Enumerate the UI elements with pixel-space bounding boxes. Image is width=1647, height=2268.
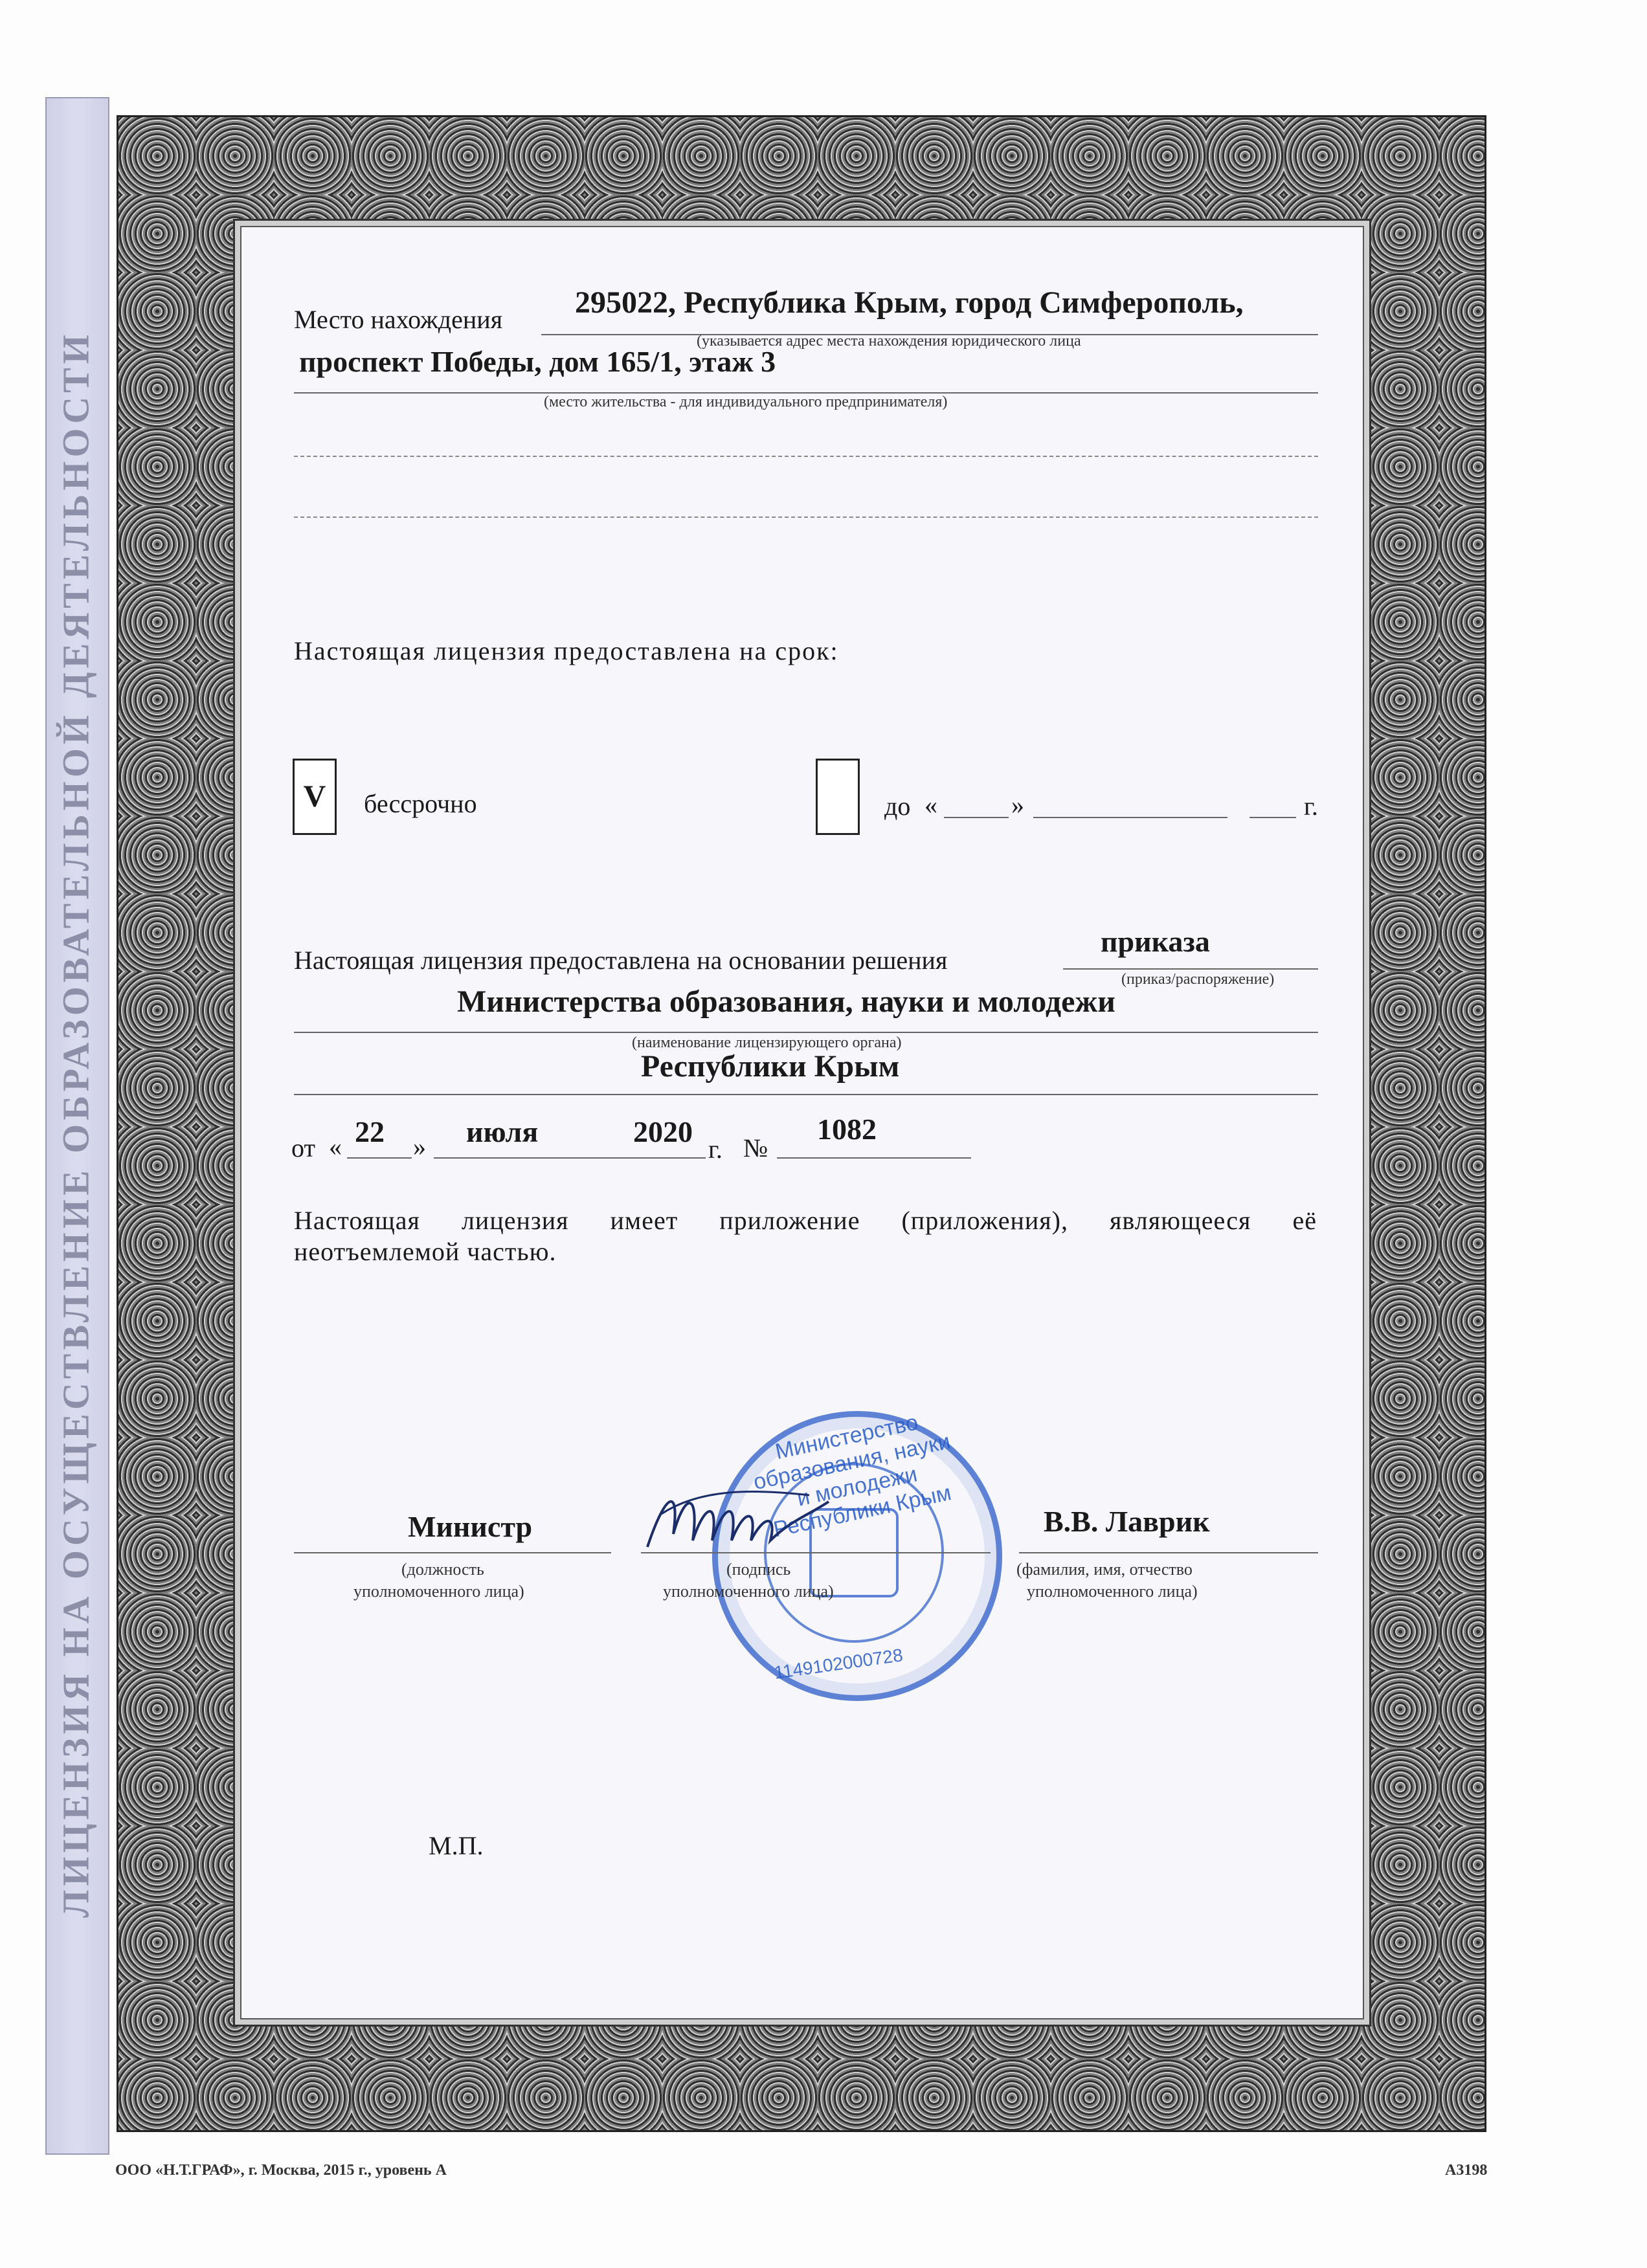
date-quote-close: » <box>413 1132 426 1161</box>
appendix-note-line-1: Настоящая лицензия имеет приложение (приложения), являющееся её <box>294 1206 1317 1235</box>
stamp-text: Министерство образования, науки и молодежи Республики Крым <box>751 1410 954 1542</box>
document-body <box>233 219 1371 2027</box>
position-hint-1: (должность <box>401 1560 484 1579</box>
date-day-line <box>347 1157 412 1159</box>
date-year: 2020 <box>633 1115 693 1148</box>
until-month-line <box>1033 817 1227 818</box>
authority-value-1: Министерства образования, науки и молодежи <box>457 984 1115 1019</box>
date-month-line <box>434 1157 706 1159</box>
unlimited-label: бессрочно <box>364 789 477 818</box>
number-sign: № <box>743 1133 768 1162</box>
position-line <box>294 1552 611 1553</box>
name-hint-2: уполномоченного лица) <box>1027 1582 1198 1601</box>
address-value-2: проспект Победы, дом 165/1, этаж 3 <box>299 345 776 378</box>
basis-label: Настоящая лицензия предоставлена на основании решения <box>294 946 948 975</box>
date-year-suffix: г. <box>708 1135 723 1164</box>
printer-info: ООО «Н.Т.ГРАФ», г. Москва, 2015 г., уровень А <box>115 2162 447 2179</box>
authority-line-2 <box>294 1094 1318 1095</box>
address-line-3 <box>294 456 1318 457</box>
appendix-note-line-2: неотъемлемой частью. <box>294 1237 557 1266</box>
until-quote-open: « <box>924 790 937 819</box>
date-day: 22 <box>355 1115 385 1148</box>
until-label: до <box>884 792 911 821</box>
address-label: Место нахождения <box>294 305 503 334</box>
date-month: июля <box>466 1115 539 1148</box>
decision-type: приказа <box>1101 925 1210 958</box>
name-line <box>1019 1552 1318 1553</box>
until-year-suffix: г. <box>1304 792 1318 821</box>
until-day-line <box>944 817 1009 818</box>
form-code: А3198 <box>1445 2162 1488 2179</box>
until-checkbox <box>816 759 860 835</box>
until-quote-close: » <box>1011 790 1024 819</box>
date-prefix: от <box>291 1133 315 1162</box>
stamp-code: 1149102000728 <box>772 1645 904 1683</box>
term-label: Настоящая лицензия предоставлена на срок: <box>294 636 839 665</box>
decision-type-line <box>1063 968 1318 970</box>
side-title: ЛИЦЕНЗИЯ НА ОСУЩЕСТВЛЕНИЕ ОБРАЗОВАТЕЛЬНОЙ ДЕЯТЕЛЬНОСТИ <box>54 331 97 1918</box>
name-hint-1: (фамилия, имя, отчество <box>1016 1560 1193 1579</box>
signature-line <box>641 1552 991 1553</box>
address-hint-1: (указывается адрес места нахождения юридического лица <box>697 333 1081 350</box>
handwritten-signature <box>641 1476 835 1560</box>
authority-hint: (наименование лицензирующего органа) <box>632 1034 902 1051</box>
signature-hint-1: (подпись <box>726 1560 791 1579</box>
signer-position: Министр <box>408 1510 533 1543</box>
decision-type-hint: (приказ/распоряжение) <box>1121 971 1275 988</box>
address-hint-2: (место жительства - для индивидуального предпринимателя) <box>544 394 948 410</box>
until-year-line <box>1249 817 1296 818</box>
position-hint-2: уполномоченного лица) <box>353 1582 524 1601</box>
signer-name: В.В. Лаврик <box>1044 1505 1210 1538</box>
authority-line-1 <box>294 1032 1318 1033</box>
address-line-4 <box>294 517 1318 518</box>
address-value-1: 295022, Республика Крым, город Симферополь, <box>575 285 1244 320</box>
date-quote-open: « <box>329 1132 342 1161</box>
unlimited-checkbox: V <box>293 759 337 835</box>
authority-value-2: Республики Крым <box>641 1049 900 1084</box>
signature-hint-2: уполномоченного лица) <box>663 1582 834 1601</box>
decision-number: 1082 <box>817 1113 877 1146</box>
decision-number-line <box>777 1157 971 1159</box>
seal-place: М.П. <box>429 1831 484 1860</box>
